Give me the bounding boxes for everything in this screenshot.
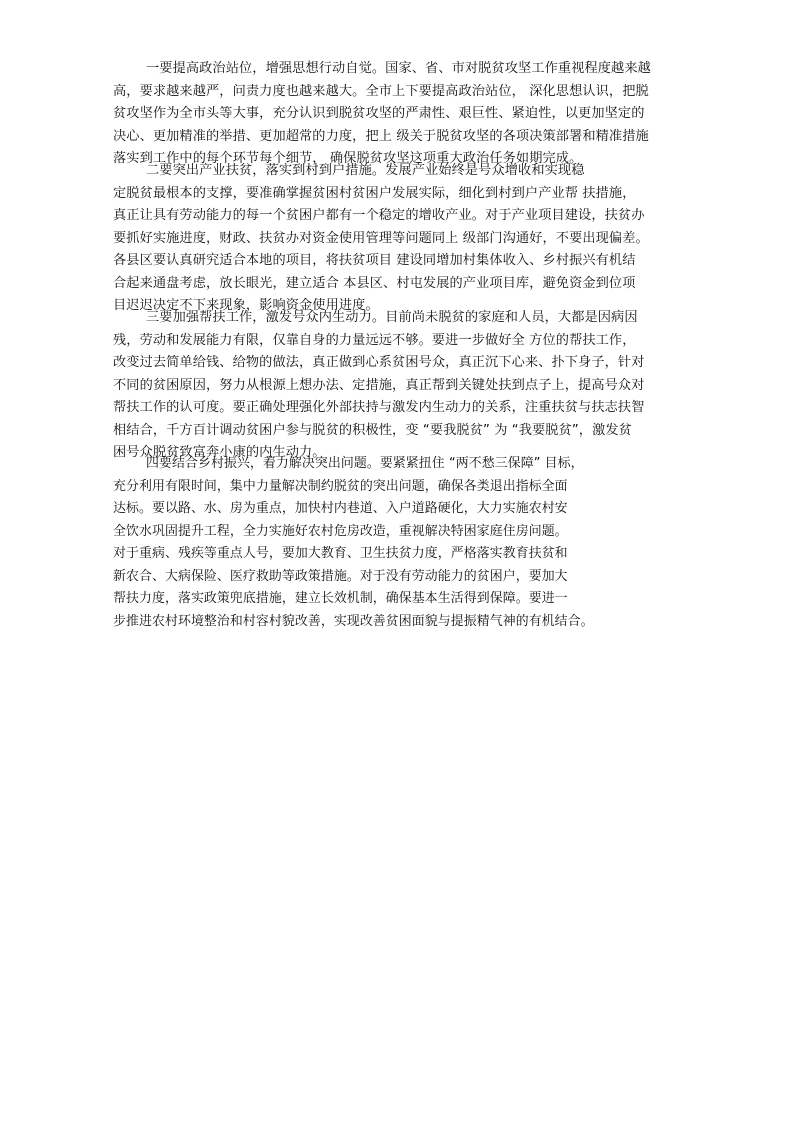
text-line: 要抓好实施进度，财政、扶贫办对资金使用管理等问题同上 级部门沟通好，不要出现偏差。: [113, 230, 649, 246]
text-line: 定脱贫最根本的支撑，要准确掌握贫困村贫困户发展实际，细化到村到户产业帮 扶措施，: [113, 185, 636, 201]
paragraph-1: [113, 58, 651, 171]
text-line: 合起来通盘考虑，放长眼光，建立适合 本县区、村屯发展的产业项目库，避免资金到位项: [113, 275, 636, 291]
text-line: 残，劳动和发展能力有限，仅靠自身的力量远远不够。要进一步做好全 方位的帮扶工作，: [113, 332, 636, 348]
text-line: 新农合、大病保险、医疗救助等政策措施。对于没有劳动能力的贫困户，要加大: [113, 568, 568, 584]
text-line: 各县区要认真研究适合本地的项目，将扶贫项目 建设同增加村集体收入、乡村振兴有机结: [113, 253, 636, 268]
text-line: 帮扶工作的认可度。要正确处理强化外部扶持与激发内生动力的关系，注重扶贫与扶志扶智: [113, 400, 645, 415]
text-line: 全饮水巩固提升工程，全力实施好农村危房改造，重视解决特困家庭住房问题。: [113, 523, 568, 539]
text-line: 困号众脱贫致富奔小康的内生动力。: [113, 445, 326, 460]
text-line: 达标。要以路、水、房为重点，加快村内巷道、入户道路硬化，大力实施农村安: [113, 501, 568, 516]
text-line: 高，要求越来越严，问责力度也越来越大。全市上下要提高政治站位， 深化思想认识，把脱: [113, 83, 649, 99]
paragraph-3: [113, 307, 645, 465]
text-line: 四要结合乡村振兴，着力解决突出问题。要紧紧扭住 “两不愁三保障” 目标，: [146, 456, 584, 471]
text-line: 充分利用有限时间，集中力量解决制约脱贫的突出问题，确保各类退出指标全面: [113, 478, 568, 494]
text-line: 贫攻坚作为全市头等大事，充分认识到脱贫攻坚的严肃性、艰巨性、紧迫性，以更加坚定的: [113, 106, 645, 121]
text-line: 三要加强帮扶工作，激发号众内生动力。目前尚未脱贫的家庭和人员，大都是因病因: [146, 310, 638, 325]
text-line: 决心、更加精准的举措、更加超常的力度，把上 级关于脱贫攻坚的各项决策部署和精准措施: [113, 128, 649, 144]
text-line: 落实到工作中的每个环节每个细节， 确保脱贫攻坚这项重大政治任务如期完成。: [113, 151, 583, 166]
text-line: 一要提高政治站位，增强思想行动自觉。国家、省、市对脱贫攻坚工作重视程度越来越: [146, 61, 651, 76]
text-line: 相结合，千方百计调动贫困户参与脱贫的积极性，变 “要我脱贫” 为 “我要脱贫”，激发贫: [113, 422, 632, 438]
paragraph-4: [113, 453, 594, 633]
text-line: 目迟迟决定不下来现象，影响资金使用进度。: [113, 298, 379, 313]
text-line: 真正让具有劳动能力的每一个贫困户都有一个稳定的增收产业。对于产业项目建设，扶贫办: [113, 208, 645, 223]
text-line: 对于重病、残疾等重点人号，要加大教育、卫生扶贫力度，严格落实教育扶贫和: [113, 546, 568, 561]
paragraph-2: [113, 160, 649, 318]
text-line: 步推进农村环境整治和村容村貌改善，实现改善贫困面貌与提振精气神的有机结合。: [113, 613, 594, 629]
text-line: 改变过去简单给钱、给物的做法，真正做到心系贫困号众，真正沉下心来、扑下身子，针对: [113, 355, 645, 370]
text-line: 二要突出产业扶贫，落实到村到户措施。发展产业始终是号众增收和实现稳: [146, 163, 585, 178]
text-line: 不同的贫困原因，努力从根源上想办法、定措施，真正帮到关键处扶到点子上，提高号众对: [113, 377, 645, 393]
text-line: 帮扶力度，落实政策兜底措施，建立长效机制，确保基本生活得到保障。要进一: [113, 591, 568, 606]
